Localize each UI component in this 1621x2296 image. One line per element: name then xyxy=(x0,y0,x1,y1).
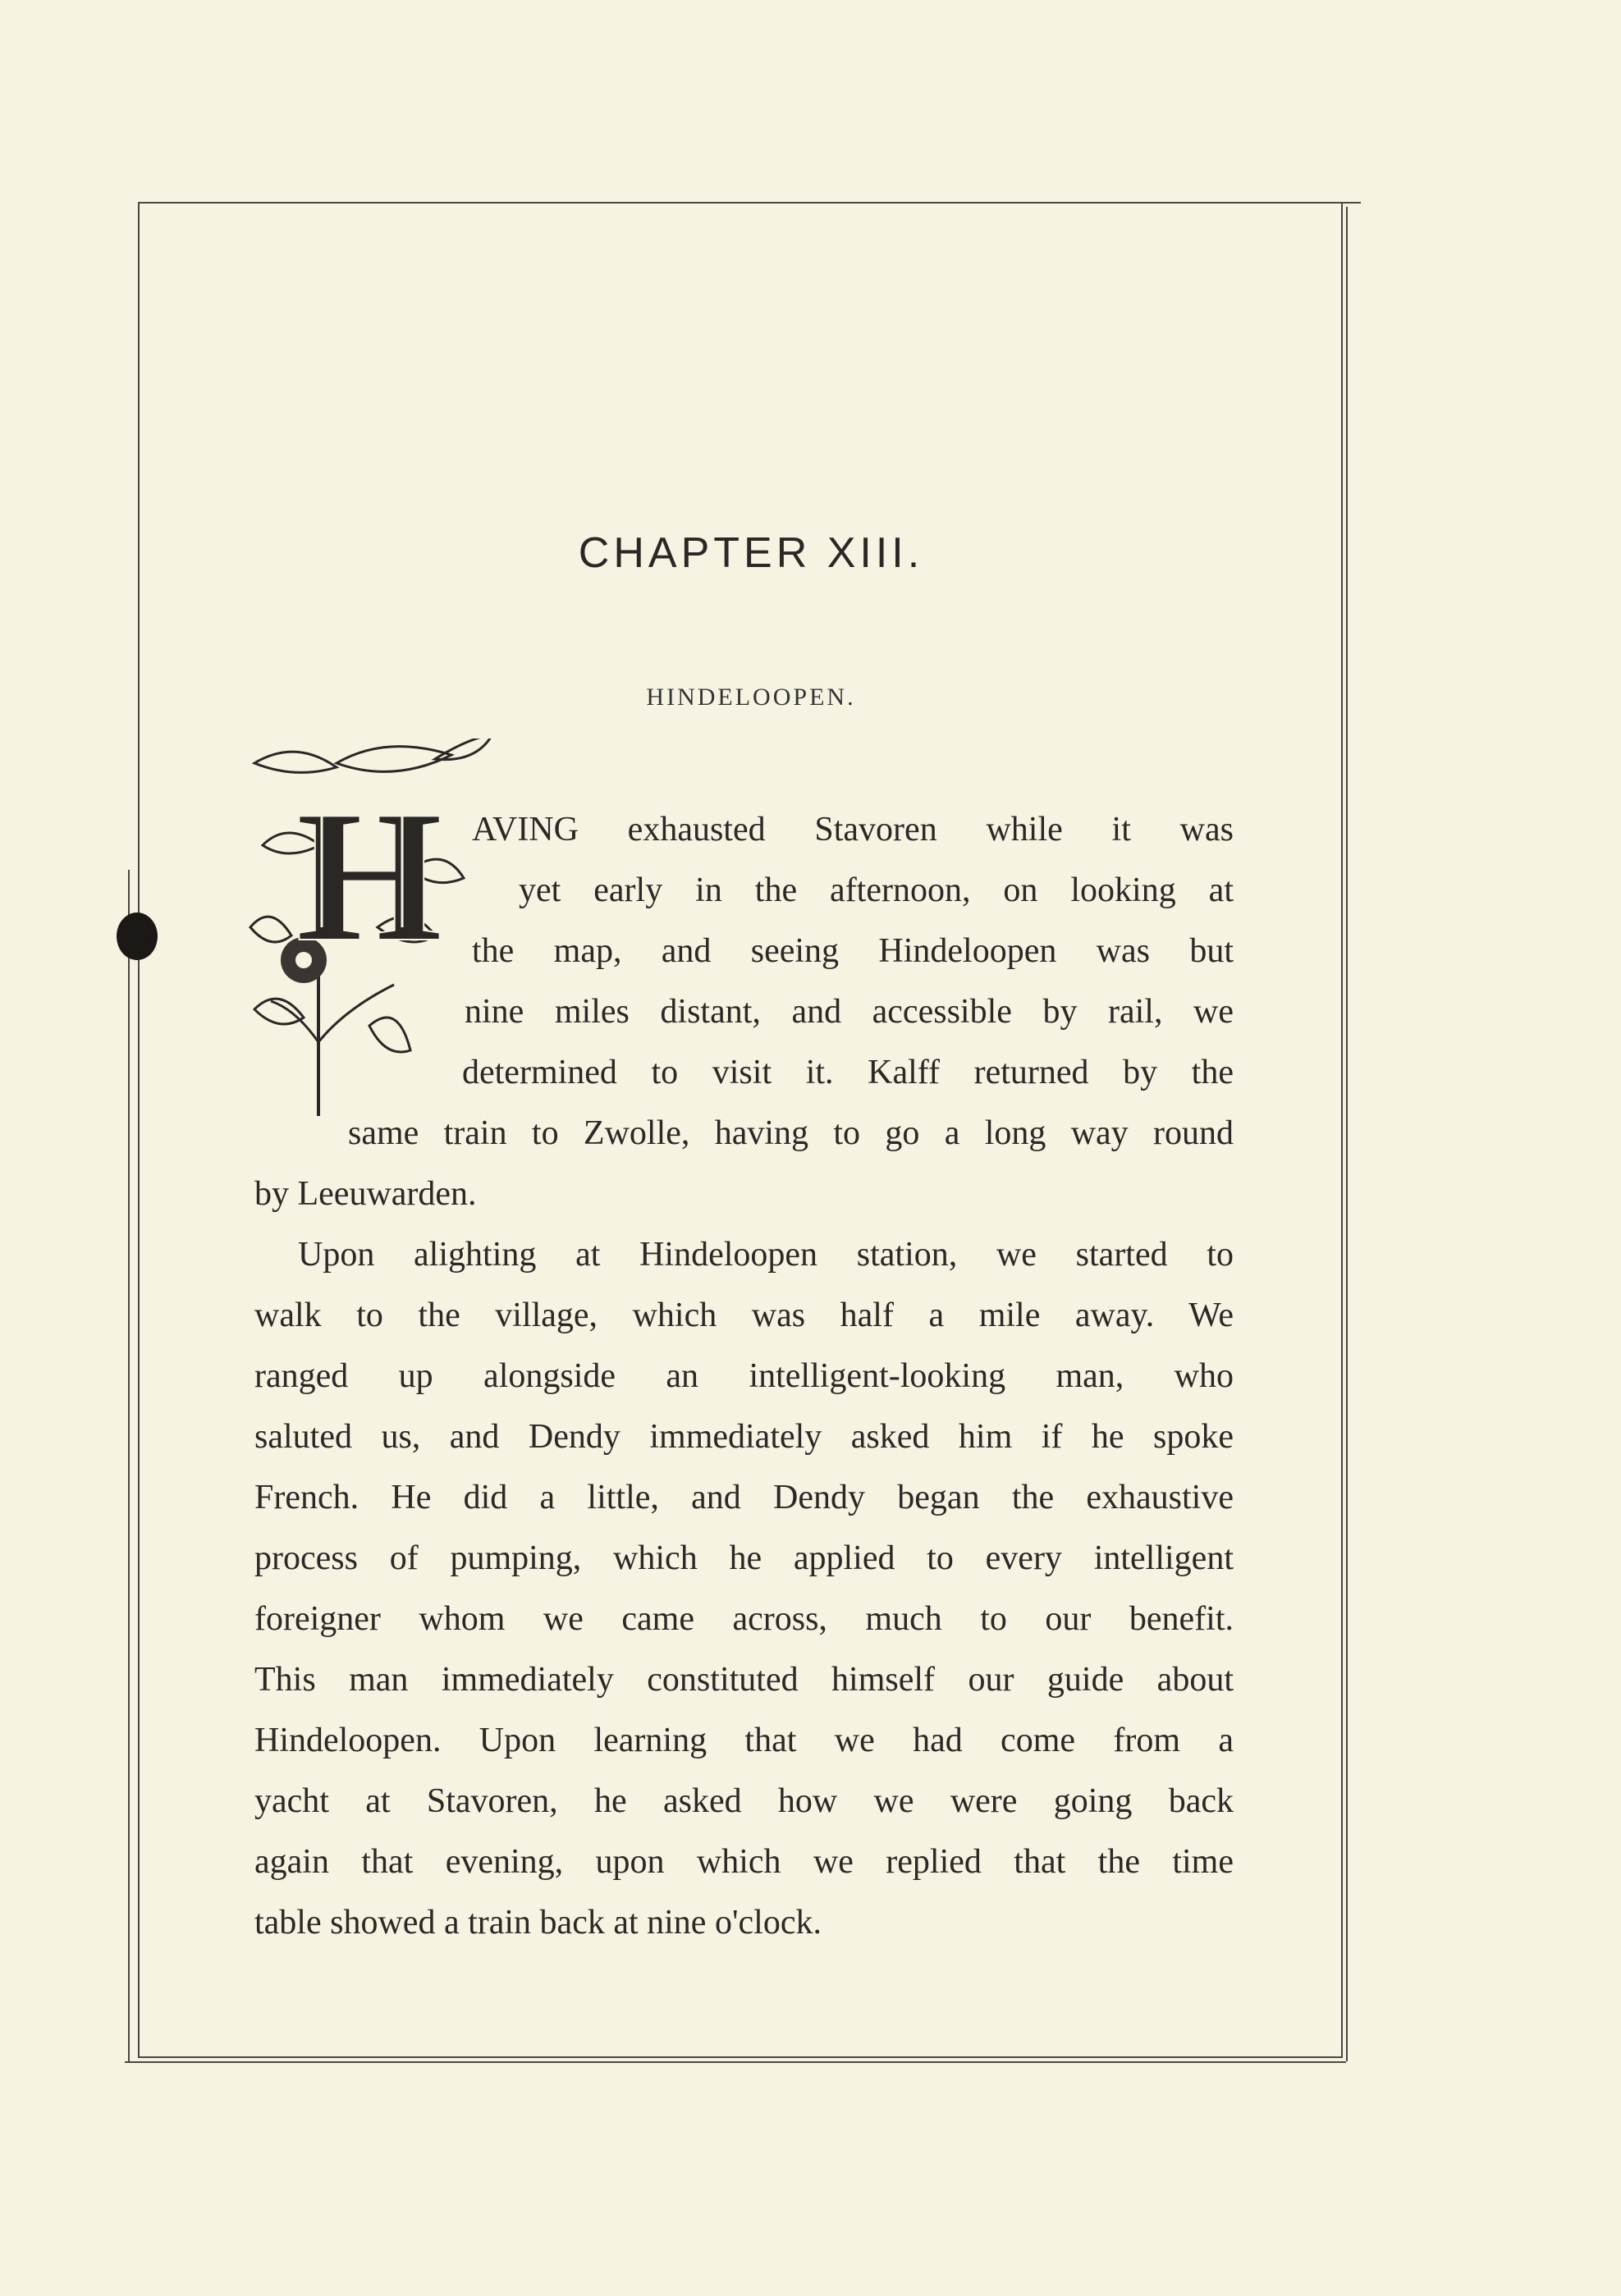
frame-rule-left xyxy=(128,870,130,2061)
text-line: the map, and seeing Hindeloopen was but xyxy=(472,932,1234,970)
text-line: by Leeuwarden. xyxy=(254,1175,477,1213)
text-line: walk to the village, which was half a mile away. We xyxy=(254,1297,1234,1334)
text-line: Hindeloopen. Upon learning that we had come from a xyxy=(254,1722,1234,1759)
text-line: process of pumping, which he applied to every intelligent xyxy=(254,1539,1234,1577)
text-line: yet early in the afternoon, on looking at xyxy=(519,871,1234,909)
chapter-subtitle: HINDELOOPEN. xyxy=(646,684,856,711)
frame-rule-bottom xyxy=(125,2061,1346,2063)
ink-blot xyxy=(117,912,158,960)
text-line: saluted us, and Dendy immediately asked him if he spoke xyxy=(254,1418,1234,1456)
text-line: again that evening, upon which we replied that the time xyxy=(254,1843,1234,1881)
chapter-heading: CHAPTER XIII. xyxy=(578,529,924,577)
text-line: French. He did a little, and Dendy began the exhaustive xyxy=(254,1479,1234,1516)
text-line: Upon alighting at Hindeloopen station, we started to xyxy=(298,1236,1234,1274)
drop-cap-ornament xyxy=(246,739,492,1124)
frame-rule-top xyxy=(138,202,1361,204)
text-line: foreigner whom we came across, much to our benefit. xyxy=(254,1600,1234,1638)
drop-cap-letter: H xyxy=(295,771,443,981)
text-line: same train to Zwolle, having to go a long way round xyxy=(348,1114,1234,1152)
text-line: determined to visit it. Kalff returned by the xyxy=(462,1054,1234,1091)
text-line: nine miles distant, and accessible by rail, we xyxy=(465,993,1234,1031)
text-line: This man immediately constituted himself our guide about xyxy=(254,1661,1234,1699)
frame-rule-right xyxy=(1346,207,1348,2061)
text-line: table showed a train back at nine o'clock. xyxy=(254,1904,822,1942)
text-line: yacht at Stavoren, he asked how we were going back xyxy=(254,1782,1234,1820)
text-line: ranged up alongside an intelligent-looking man, who xyxy=(254,1357,1234,1395)
text-line: AVING exhausted Stavoren while it was xyxy=(472,811,1234,848)
